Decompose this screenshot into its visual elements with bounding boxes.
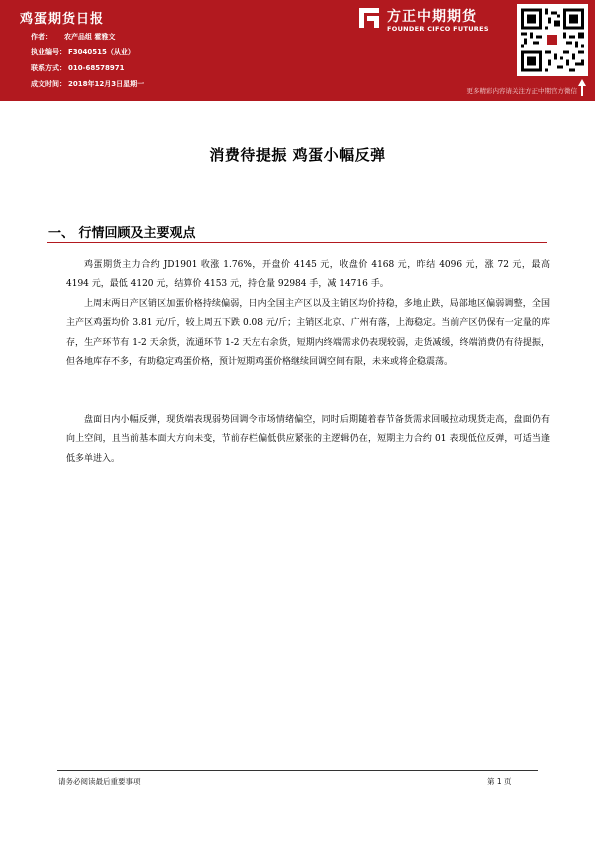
brand-name-cn: 方正中期期货 bbox=[387, 9, 477, 25]
section-heading: 一、 行情回顾及主要观点 bbox=[48, 226, 196, 241]
report-title: 鸡蛋期货日报 bbox=[20, 12, 105, 27]
author-line bbox=[31, 32, 115, 42]
contact-value: 010-68578971 bbox=[68, 64, 125, 72]
author-value: 农产品组 霍雅文 bbox=[64, 33, 116, 41]
footer-divider bbox=[57, 770, 538, 771]
document-title: 消费待提振 鸡蛋小幅反弹 bbox=[209, 146, 386, 164]
section-divider bbox=[47, 242, 547, 243]
footer-disclaimer: 请务必阅读最后重要事项 bbox=[58, 777, 141, 786]
license-value: F3040515（从业） bbox=[68, 48, 135, 56]
contact-key: 联系方式： bbox=[31, 64, 66, 72]
license-line bbox=[31, 47, 135, 57]
founder-logo-icon bbox=[357, 6, 381, 30]
date-line bbox=[31, 79, 144, 89]
date-key: 成文时间： bbox=[31, 80, 66, 88]
paragraph: 鸡蛋期货主力合约 JD1901 收涨 1.76%，开盘价 4145 元，收盘价 4168 元，昨结 4096 元，涨 72 元，最高 4194 元，最低 4120 元，结算价 4153 元，持仓量 92984 手，减 14716 手。 bbox=[66, 260, 550, 290]
qr-code-icon bbox=[517, 4, 588, 76]
paragraph: 上周末两日产区销区加蛋价格持续偏弱，日内全国主产区以及主销区均价持稳，多地止跌，局部地区偏弱调整，全国主产区鸡蛋均价 3.81 元/斤，较上周五下跌 0.08 元/斤；主销区北京、广州有落，上海稳定。当前产区仍保有一定量的库存，生产环节有 1-2 天余货，流通环节 1-2 天左右余货，短期内终端需求仍表现较弱，走货减缓，终端消费仍有待提振，但各地库存不多，有助稳定鸡蛋价格，预计短期鸡蛋价格继续回调空间有限，未来或将企稳震荡。 bbox=[66, 299, 550, 368]
contact-line bbox=[31, 63, 124, 73]
page-number: 第 1 页 bbox=[487, 777, 512, 786]
report-header bbox=[0, 0, 595, 101]
license-key: 执业编号： bbox=[31, 48, 66, 56]
author-key: 作者： bbox=[31, 33, 52, 41]
date-value: 2018年12月3日星期一 bbox=[68, 80, 145, 88]
follow-wechat-text: 更多精彩内容请关注方正中期官方微信 bbox=[466, 87, 577, 95]
paragraph: 盘面日内小幅反弹，现货端表现弱势回调令市场情绪偏空，同时后期随着春节备货需求回暖拉动现货走高，盘面仍有向上空间，且当前基本面大方向未变，节前存栏偏低供应紧张的主逻辑仍在，短期主力合约 01 表现低位反弹，可适当逢低多单进入。 bbox=[66, 415, 550, 464]
arrow-up-icon bbox=[578, 79, 586, 86]
brand-name-en: FOUNDER CIFCO FUTURES bbox=[387, 25, 489, 33]
